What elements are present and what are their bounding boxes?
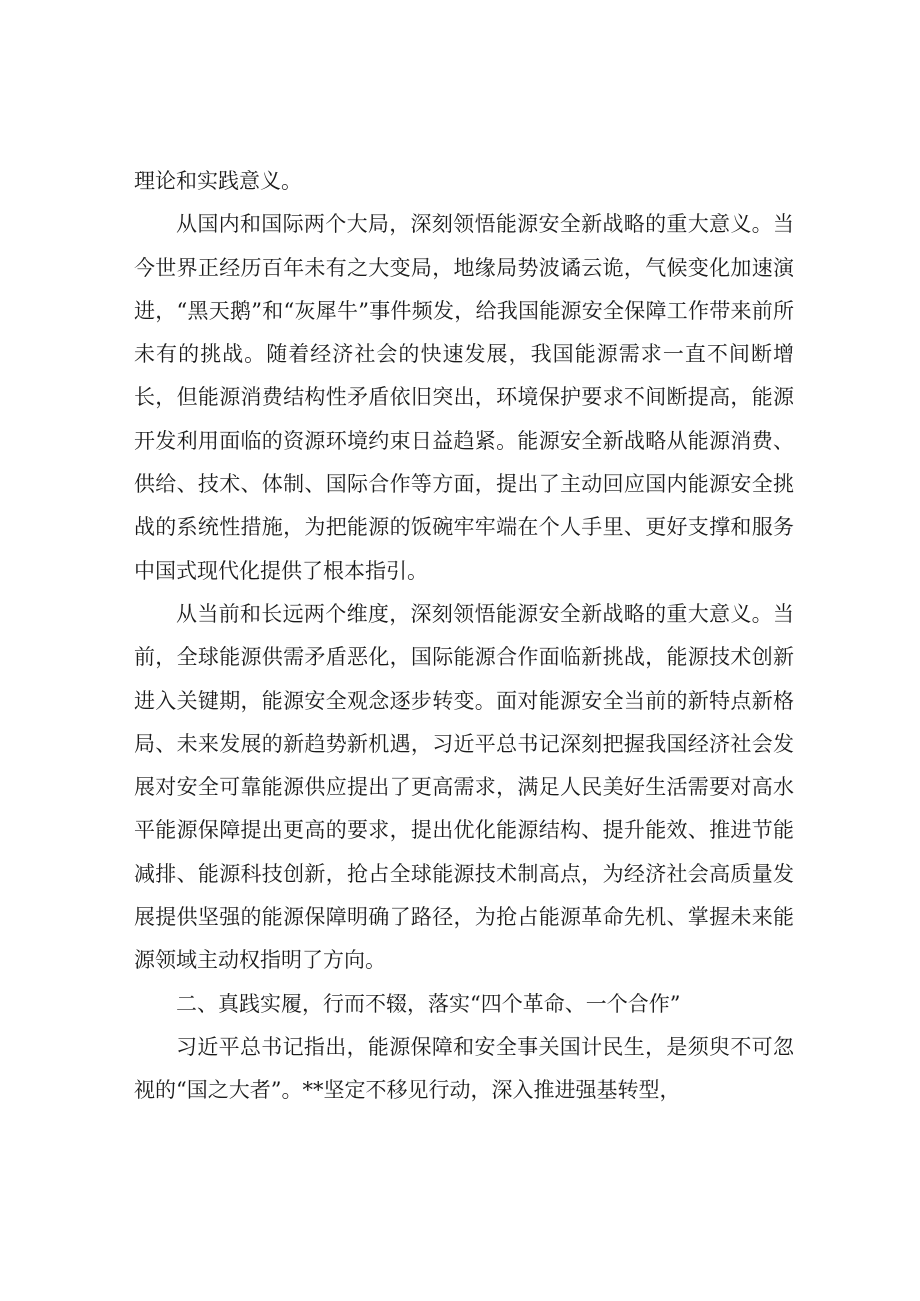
- paragraph-current-long-term: 从当前和长远两个维度，深刻领悟能源安全新战略的重大意义。当前，全球能源供需矛盾恶化，国际能源合作面临新挑战，能源技术创新进入关键期，能源安全观念逐步转变。面对能源安全当前的新特点新格局、未来发展的新趋势新机遇，习近平总书记深刻把握我国经济社会发展对安全可靠能源供应提出了更高需求，满足人民美好生活需要对高水平能源保障提出更高的要求，提出优化能源结构、提升能效、推进节能减排、能源科技创新，抢占全球能源技术制高点，为经济社会高质量发展提供坚强的能源保障明确了路径，为抢占能源革命先机、掌握未来能源领域主动权指明了方向。: [134, 601, 794, 973]
- section-heading-two: 二、真践实履，行而不辍，落实“四个革命、一个合作”: [176, 991, 681, 1016]
- paragraph-energy-security: 习近平总书记指出，能源保障和安全事关国计民生，是须臾不可忽视的“国之大者”。**坚定不移见行动，深入推进强基转型，: [134, 1034, 794, 1103]
- paragraph-continuation: 理论和实践意义。: [134, 169, 302, 193]
- paragraph-domestic-international: 从国内和国际两个大局，深刻领悟能源安全新战略的重大意义。当今世界正经历百年未有之大变局，地缘局势波谲云诡，气候变化加速演进，“黑天鹅”和“灰犀牛”事件频发，给我国能源安全保障工作带来前所未有的挑战。随着经济社会的快速发展，我国能源需求一直不间断增长，但能源消费结构性矛盾依旧突出，环境保护要求不间断提高，能源开发利用面临的资源环境约束日益趋紧。能源安全新战略从能源消费、供给、技术、体制、国际合作等方面，提出了主动回应国内能源安全挑战的系统性措施，为把能源的饭碗牢牢端在个人手里、更好支撑和服务中国式现代化提供了根本指引。: [134, 212, 794, 583]
- document-body: [134, 160, 794, 1113]
